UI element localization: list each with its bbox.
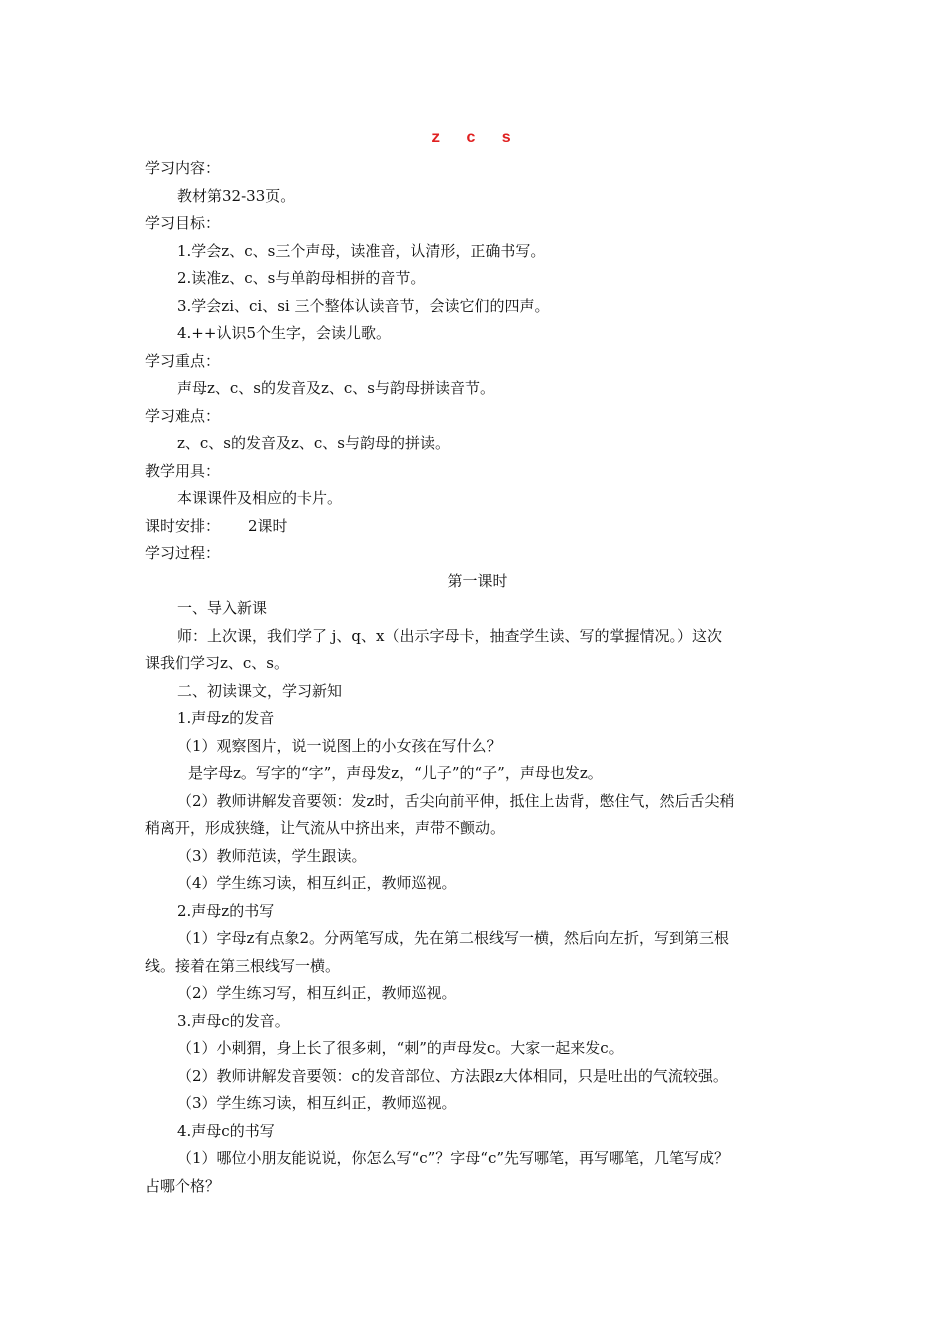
subsection-title: 第一课时	[447, 571, 508, 590]
list-item: 1.学会z、c、s三个声母，读准音，认清形，正确书写。	[177, 241, 546, 260]
document-title: z c s	[430, 129, 519, 147]
paragraph: （2）学生练习写，相互纠正，教师巡视。	[177, 984, 457, 1002]
schedule-line	[145, 513, 810, 541]
paragraph: 本课课件及相应的卡片。	[177, 489, 343, 507]
paragraph: （3）学生练习读，相互纠正，教师巡视。	[177, 1094, 457, 1112]
paragraph: （1）哪位小朋友能说说，你怎么写“c”？字母“c”先写哪笔，再写哪笔，几笔写成？	[177, 1149, 730, 1167]
step-heading: 3.声母c的发音。	[177, 1011, 290, 1030]
paragraph-continuation: 占哪个格？	[145, 1176, 221, 1195]
section-heading: 学习目标：	[145, 214, 221, 232]
list-item: 4.++认识5个生字，会读儿歌。	[177, 324, 391, 342]
paragraph: 师：上次课，我们学了 j、q、x（出示字母卡，抽查学生读、写的掌握情况。）这次	[177, 626, 722, 645]
schedule-value: 2课时	[248, 516, 288, 535]
paragraph: （2）教师讲解发音要领：发z时，舌尖向前平伸，抵住上齿背，憋住气，然后舌尖稍	[177, 791, 735, 810]
step-heading: 二、初读课文，学习新知	[177, 681, 343, 700]
step-heading: 4.声母c的书写	[177, 1121, 275, 1140]
paragraph: （1）小刺猬，身上长了很多刺，“刺”的声母发c。大家一起来发c。	[177, 1039, 624, 1057]
paragraph: （2）教师讲解发音要领：c的发音部位、方法跟z大体相同，只是吐出的气流较强。	[177, 1066, 728, 1085]
paragraph: z、c、s的发音及z、c、s与韵母的拼读。	[177, 434, 451, 452]
section-heading: 学习内容：	[145, 159, 221, 177]
section-heading: 学习难点：	[145, 406, 221, 425]
paragraph: （3）教师范读，学生跟读。	[177, 846, 367, 865]
paragraph-continuation: 课我们学习z、c、s。	[145, 654, 290, 672]
paragraph: （1）观察图片，说一说图上的小女孩在写什么？	[177, 736, 502, 755]
paragraph: 声母z、c、s的发音及z、c、s与韵母拼读音节。	[177, 379, 496, 397]
paragraph-continuation: 线。接着在第三根线写一横。	[145, 956, 341, 975]
paragraph-continuation: 稍离开，形成狭缝，让气流从中挤出来，声带不颤动。	[145, 819, 506, 837]
list-item: 3.学会zi、ci、si 三个整体认读音节，会读它们的四声。	[177, 296, 550, 315]
section-heading: 课时安排：	[145, 516, 221, 535]
step-heading: 2.声母z的书写	[177, 901, 275, 920]
paragraph: 是字母z。写字的“字”，声母发z，“儿子”的“子”，声母也发z。	[188, 764, 603, 782]
paragraph: （1）字母z有点象2。分两笔写成，先在第二根线写一横，然后向左折，写到第三根	[177, 929, 729, 947]
step-heading: 1.声母z的发音	[177, 709, 275, 727]
list-item: 2.读准z、c、s与单韵母相拼的音节。	[177, 269, 426, 287]
step-heading: 一、导入新课	[177, 599, 268, 617]
document-body	[145, 155, 810, 1200]
section-heading: 学习重点：	[145, 351, 221, 370]
paragraph: 教材第32-33页。	[177, 186, 296, 205]
paragraph: （4）学生练习读，相互纠正，教师巡视。	[177, 874, 457, 892]
section-heading: 教学用具：	[145, 461, 221, 480]
section-heading: 学习过程：	[145, 544, 221, 562]
